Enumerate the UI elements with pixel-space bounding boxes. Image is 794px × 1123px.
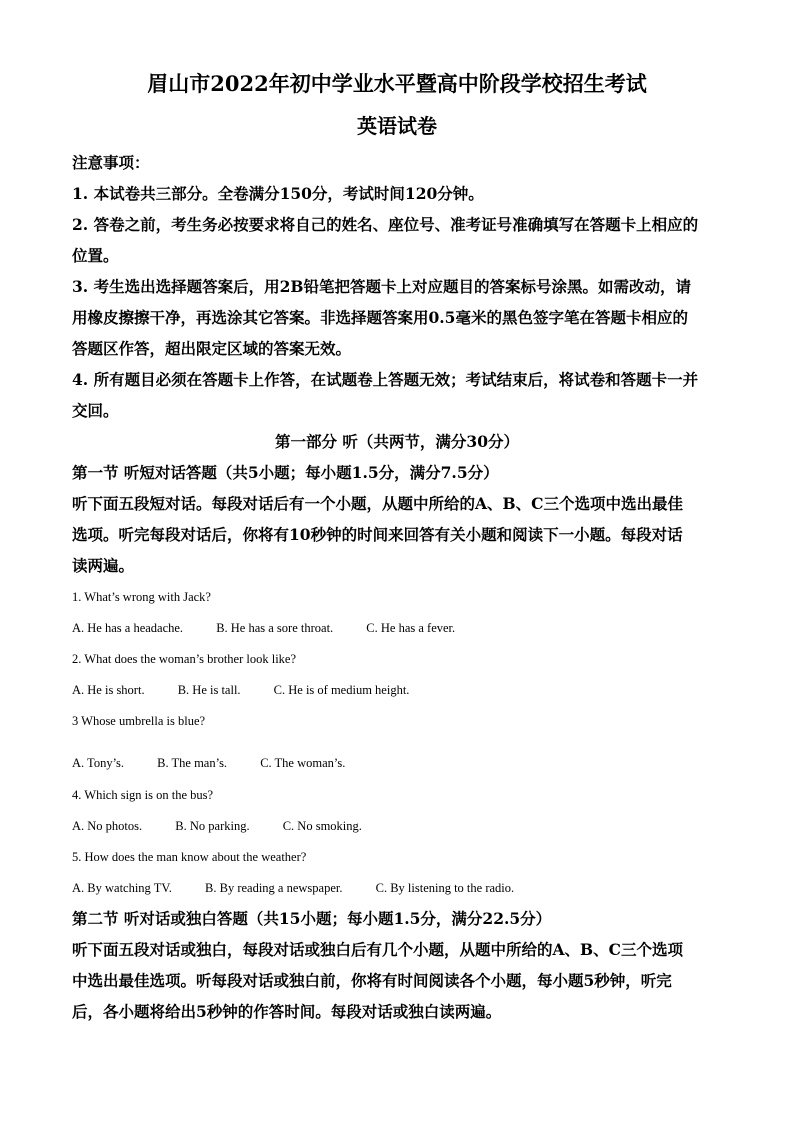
exam-title: 眉山市2022年初中学业水平暨高中阶段学校招生考试 <box>147 71 647 96</box>
notes-heading: 注意事项： <box>72 153 150 172</box>
option: A. By watching TV. <box>72 881 172 895</box>
option: B. He is tall. <box>177 683 241 697</box>
section1-instruction: 听下面五段短对话。每段对话后有一个小题，从题中所给的A、B、C三个选项中选出最佳 <box>72 494 683 513</box>
option: B. The man’s. <box>157 756 228 770</box>
question-stem: 3 Whose umbrella is blue? <box>72 714 206 728</box>
option: C. No smoking. <box>282 819 362 833</box>
section2-instruction: 后，各小题将给出5秒钟的作答时间。每段对话或独白读两遍。 <box>72 1002 502 1021</box>
option: C. By listening to the radio. <box>375 881 515 895</box>
option: B. He has a sore throat. <box>216 621 334 635</box>
option: A. He is short. <box>72 683 145 697</box>
question-stem: 5. How does the man know about the weather? <box>72 850 307 864</box>
option: B. By reading a newspaper. <box>205 881 343 895</box>
option: A. No photos. <box>72 819 143 833</box>
question-options <box>72 619 455 637</box>
notes-line: 用橡皮擦擦干净，再选涂其它答案。非选择题答案用0.5毫米的黑色签字笔在答题卡相应的 <box>72 308 688 327</box>
question-options <box>72 754 345 772</box>
notes-line: 位置。 <box>72 246 119 265</box>
question-options <box>72 817 362 835</box>
notes-line: 4. 所有题目必须在答题卡上作答，在试题卷上答题无效；考试结束后，将试卷和答题卡一并 <box>72 370 699 389</box>
question-stem: 2. What does the woman’s brother look like? <box>72 652 297 666</box>
section2-instruction: 中选出最佳选项。听每段对话或独白前，你将有时间阅读各个小题，每小题5秒钟，听完 <box>72 971 672 990</box>
notes-line: 2. 答卷之前，考生务必按要求将自己的姓名、座位号、准考证号准确填写在答题卡上相应的 <box>72 215 699 234</box>
notes-line: 1. 本试卷共三部分。全卷满分150分，考试时间120分钟。 <box>72 184 484 203</box>
section1-heading: 第一节 听短对话答题（共5小题；每小题1.5分，满分7.5分） <box>72 463 499 482</box>
section1-instruction: 读两遍。 <box>72 556 135 575</box>
section2-instruction: 听下面五段对话或独白，每段对话或独白后有几个小题，从题中所给的A、B、C三个选项 <box>72 940 683 959</box>
part1-heading: 第一部分 听（共两节，满分30分） <box>275 432 519 451</box>
question-options <box>72 879 514 897</box>
option: C. The woman’s. <box>260 756 346 770</box>
option: B. No parking. <box>175 819 250 833</box>
option: A. He has a headache. <box>72 621 184 635</box>
question-stem: 1. What’s wrong with Jack? <box>72 590 211 604</box>
option: C. He has a fever. <box>366 621 456 635</box>
question-options <box>72 681 409 699</box>
option: C. He is of medium height. <box>273 683 410 697</box>
exam-subtitle: 英语试卷 <box>357 114 437 138</box>
option: A. Tony’s. <box>72 756 125 770</box>
notes-line: 3. 考生选出选择题答案后，用2B铅笔把答题卡上对应题目的答案标号涂黑。如需改动，请 <box>72 277 691 296</box>
question-stem: 4. Which sign is on the bus? <box>72 788 214 802</box>
section2-heading: 第二节 听对话或独白答题（共15小题；每小题1.5分，满分22.5分） <box>72 909 552 928</box>
section1-instruction: 选项。听完每段对话后，你将有10秒钟的时间来回答有关小题和阅读下一小题。每段对话 <box>72 525 683 544</box>
notes-line: 交回。 <box>72 401 119 420</box>
notes-line: 答题区作答，超出限定区域的答案无效。 <box>72 339 352 358</box>
